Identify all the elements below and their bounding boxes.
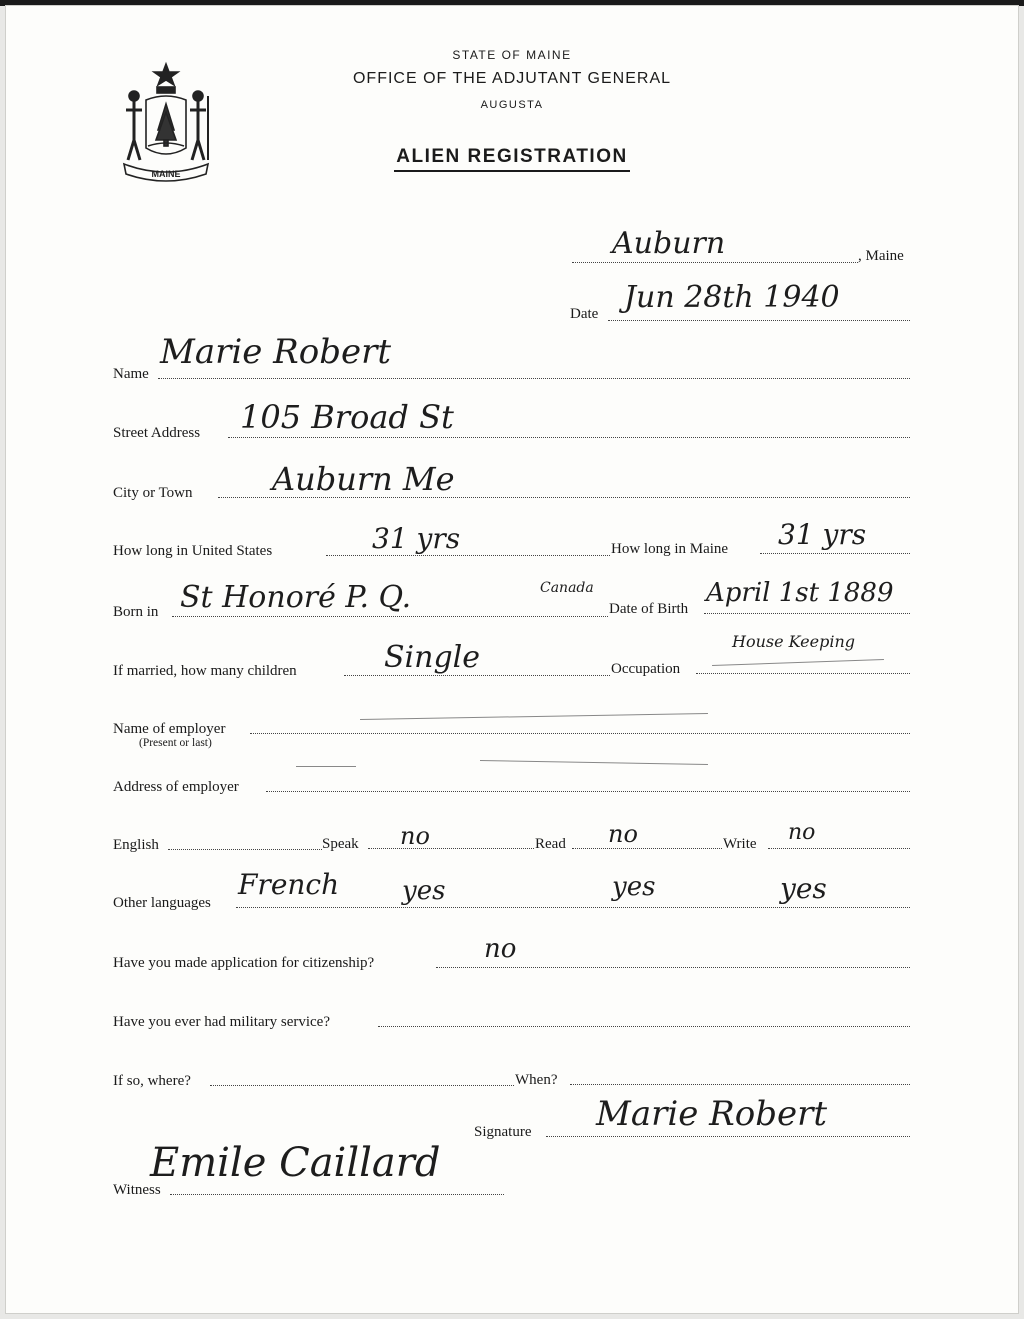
header-state: STATE OF MAINE	[452, 48, 572, 62]
place-value[interactable]: Auburn	[612, 226, 726, 261]
english-label: English	[113, 837, 159, 853]
name-line	[158, 378, 910, 379]
witness-line	[170, 1194, 504, 1195]
us-line	[326, 555, 610, 556]
citizenship-line	[436, 967, 910, 968]
signature-line	[546, 1136, 910, 1137]
citizenship-value[interactable]: no	[484, 934, 517, 964]
other-value[interactable]: French	[238, 868, 340, 901]
maine-label: How long in Maine	[611, 541, 729, 557]
children-value[interactable]: Single	[384, 640, 481, 675]
street-line	[228, 437, 910, 438]
emp-addr-line	[266, 791, 910, 792]
header-office: OFFICE OF THE ADJUTANT GENERAL	[352, 70, 672, 87]
maine-value[interactable]: 31 yrs	[778, 518, 867, 551]
read-label: Read	[535, 836, 566, 852]
speak-value[interactable]: no	[400, 822, 430, 850]
when-line	[570, 1084, 910, 1085]
city-value[interactable]: Auburn Me	[272, 460, 455, 498]
citizenship-label: Have you made application for citizenship?	[113, 955, 375, 971]
date-label: Date	[570, 306, 599, 322]
where-line	[210, 1085, 514, 1086]
born-line	[172, 616, 608, 617]
occupation-label: Occupation	[611, 661, 681, 677]
svg-text:MAINE: MAINE	[151, 169, 181, 179]
maine-line	[760, 553, 910, 554]
witness-value[interactable]: Emile Caillard	[150, 1140, 441, 1186]
employer-line	[250, 733, 910, 734]
born-note[interactable]: Canada	[540, 580, 594, 596]
children-label: If married, how many children	[113, 663, 297, 679]
occupation-line	[696, 673, 910, 674]
date-line	[608, 320, 910, 321]
name-value[interactable]: Marie Robert	[160, 332, 392, 372]
employer-sublabel: (Present or last)	[139, 737, 212, 749]
occupation-value[interactable]: House Keeping	[732, 632, 856, 651]
emp-addr-dash-a	[296, 766, 356, 767]
signature-value[interactable]: Marie Robert	[596, 1094, 828, 1134]
other-speak-value[interactable]: yes	[402, 876, 446, 906]
born-value[interactable]: St Honoré P. Q.	[180, 580, 412, 615]
signature-label: Signature	[474, 1124, 532, 1140]
emp-addr-label: Address of employer	[113, 779, 239, 795]
write-label: Write	[723, 836, 757, 852]
other-line	[236, 907, 910, 908]
street-value[interactable]: 105 Broad St	[240, 398, 454, 436]
city-label: City or Town	[113, 485, 193, 501]
read-value[interactable]: no	[608, 820, 638, 848]
name-label: Name	[113, 366, 149, 382]
where-label: If so, where?	[113, 1073, 191, 1089]
us-value[interactable]: 31 yrs	[372, 522, 461, 555]
date-value[interactable]: Jun 28th 1940	[624, 280, 840, 315]
speak-line	[368, 848, 534, 849]
dob-value[interactable]: April 1st 1889	[706, 578, 894, 608]
witness-label: Witness	[113, 1182, 161, 1198]
dob-line	[704, 613, 910, 614]
when-label: When?	[515, 1072, 558, 1088]
place-suffix: , Maine	[858, 248, 904, 264]
write-value[interactable]: no	[788, 820, 816, 845]
form-title: ALIEN REGISTRATION	[0, 146, 1024, 168]
children-line	[344, 675, 610, 676]
place-line	[572, 262, 858, 263]
read-line	[572, 848, 722, 849]
other-write-value[interactable]: yes	[780, 872, 827, 905]
header-city: AUGUSTA	[480, 99, 544, 111]
military-label: Have you ever had military service?	[113, 1014, 330, 1030]
english-line	[168, 849, 322, 850]
speak-label: Speak	[322, 836, 359, 852]
born-label: Born in	[113, 604, 159, 620]
us-label: How long in United States	[113, 543, 273, 559]
dob-label: Date of Birth	[609, 601, 689, 617]
other-read-value[interactable]: yes	[612, 872, 656, 902]
other-label: Other languages	[113, 895, 211, 911]
military-line	[378, 1026, 910, 1027]
write-line	[768, 848, 910, 849]
street-label: Street Address	[113, 425, 201, 441]
employer-label: Name of employer	[113, 721, 226, 737]
